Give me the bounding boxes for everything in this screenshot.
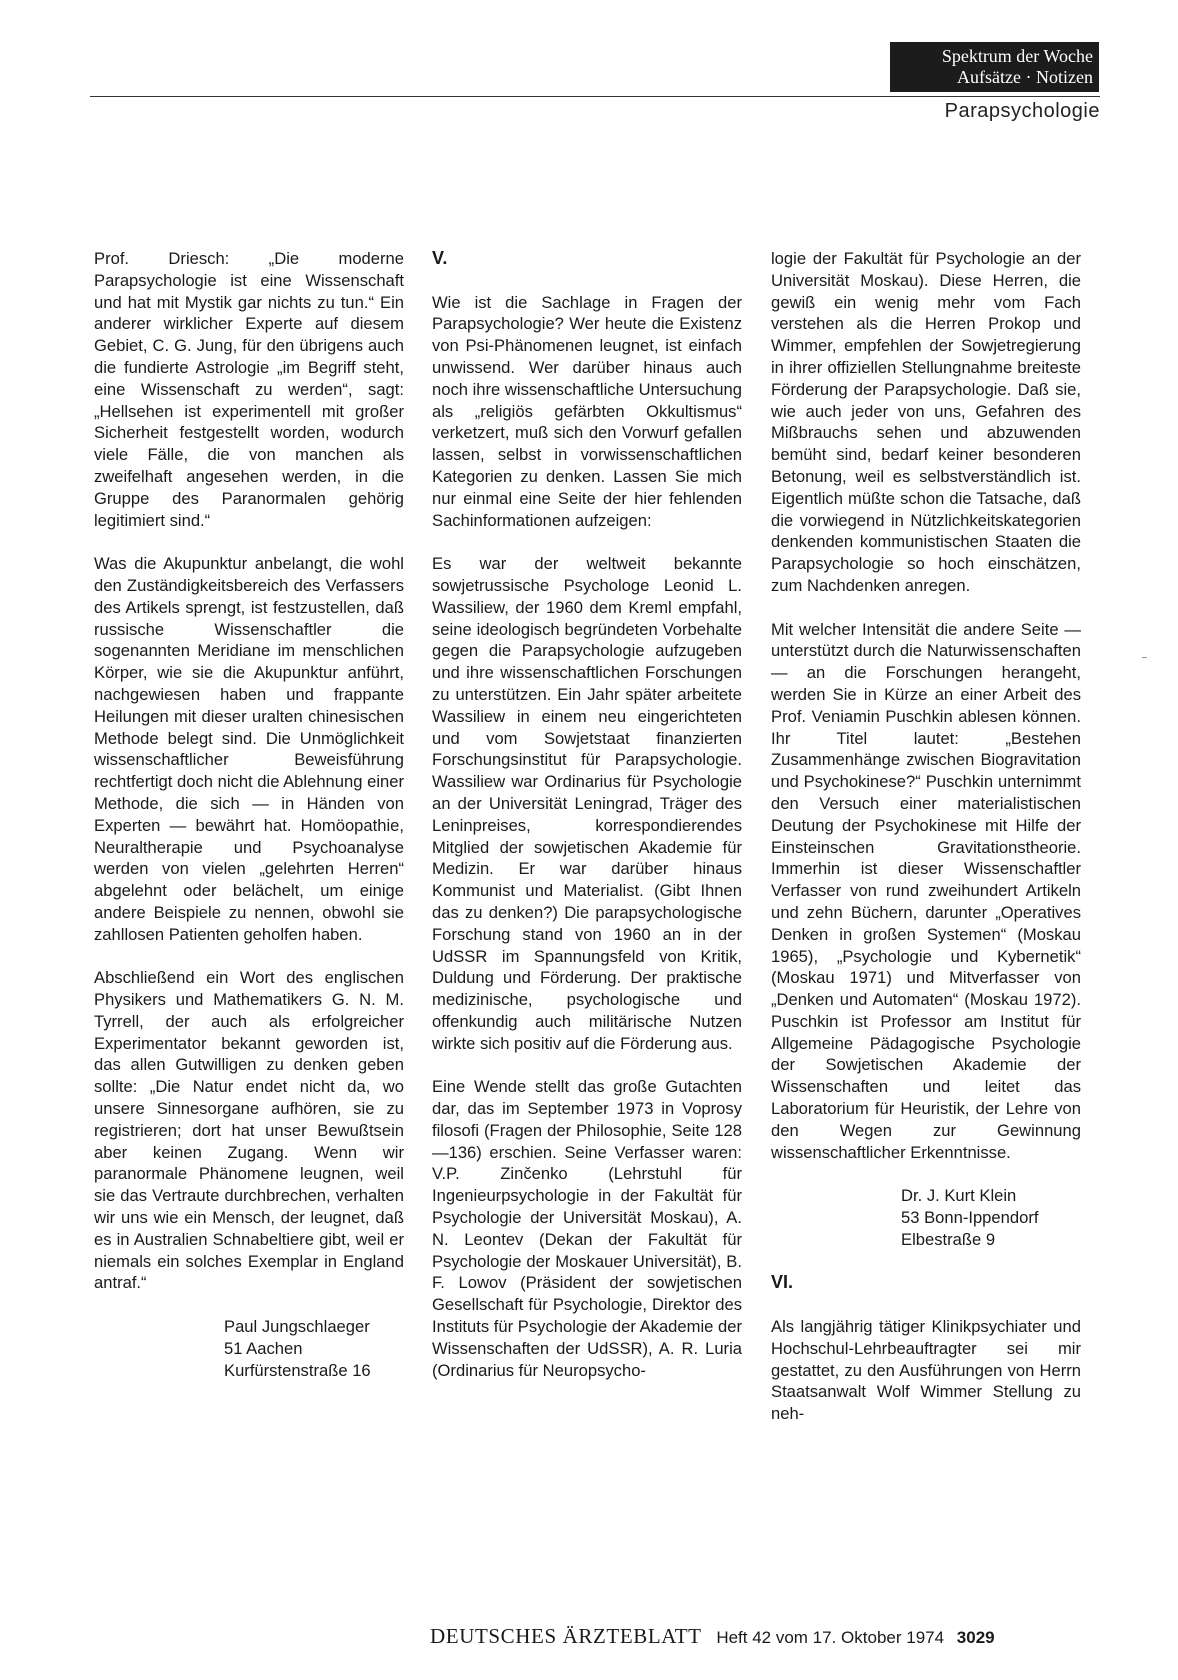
paragraph: Es war der weltweit bekannte sowjetrussische Psychologe Leonid L. Wassiliew, der 1960 dem Kreml empfahl, seine ideologisch begründeten Vorbehalte gegen die Parapsychologie aufzugeben und ihre wissenschaftlichen Forschungen zu unterstützen. Ein Jahr später arbeitete Wassiliew in einem neu eingerichteten und vom Sowjetstaat finanzierten Forschungsinstitut für Parapsychologie. Wassiliew war Ordinarius für Psychologie an der Universität Leningrad, Träger des Leninpreises, korrespondierendes Mitglied der sowjetischen Akademie für Medizin. Er war darüber hinaus Kommunist und Materialist. (Gibt Ihnen das zu denken?) Die parapsychologische Forschung stand von 1960 an in der UdSSR im Spannungsfeld von Kritik, Duldung und Förderung. Der praktische medizinische, psychologische und offenkundig auch militärische Nutzen wirkte sich positiv auf die Förderung aus. <box>432 554 742 1053</box>
paragraph: Eine Wende stellt das große Gutachten dar, das im September 1973 in Voprosy filosofi (Fragen der Philosophie, Seite 128—136) erschien. Seine Verfasser waren: V.P. Zinčenko (Lehrstuhl für Ingenieurpsychologie in der Fakultät für Psychologie der Universität Moskau), A. N. Leontev (Dekan der Fakultät für Psychologie der Moskauer Universität), B. F. Lowov (Präsident der sowjetischen Gesellschaft für Psychologie, Direktor des Instituts für Psychologie der Akademie der Wissenschaften der UdSSR), A. R. Luria (Ordinarius für Neuropsycho- <box>432 1077 742 1380</box>
signature-name: Paul Jungschlaeger <box>224 1317 370 1337</box>
page-footer <box>430 1624 995 1649</box>
signature-city: 53 Bonn-Ippendorf <box>901 1208 1039 1228</box>
paragraph: Wie ist die Sachlage in Fragen der Parapsychologie? Wer heute die Existenz von Psi-Phänomenen leugnet, ist einfach unwissend. Wer darüber hinaus auch noch ihre wissenschaftliche Untersuchung als „religiös gefärbten Okkultismus“ verketzert, muß sich den Vorwurf gefallen lassen, selbst in vorwissenschaftlichen Kategorien zu denken. Lassen Sie mich nur einmal eine Seite der hier fehlenden Sachinformationen aufzeigen: <box>432 292 742 530</box>
paragraph: Abschließend ein Wort des englischen Physikers und Mathematikers G. N. M. Tyrrell, der auch als erfolgreicher Experimentator bekannt geworden ist, das allen Gutwilligen zu denken geben sollte: „Die Natur endet nicht da, wo unsere Sinnesorgane aufhören, sie zu registrieren; dort hat unser Bewußtsein aber keinen Zugang. Wenn wir paranormale Phänomene leugnen, weil sie das Vertraute durchbrechen, verhalten wir uns wie ein Mensch, der leugnet, daß es in Australien Schnabeltiere gibt, weil er niemals ein solches Exemplar in England antraf.“ <box>94 968 404 1293</box>
column-1 <box>94 248 404 1403</box>
section-heading: V. <box>432 248 448 268</box>
signature-block <box>224 1316 404 1381</box>
margin-mark <box>1142 657 1147 658</box>
paragraph: Als langjährig tätiger Klinikpsychiater und Hochschul-Lehrbeauftragter sei mir gestattet, zu den Ausführungen von Herrn Staatsanwalt Wolf Wimmer Stellung zu neh- <box>771 1317 1081 1424</box>
paragraph: Mit welcher Intensität die andere Seite — unterstützt durch die Naturwissenschaften — an die Forschungen herangeht, werden Sie in Kürze an einer Arbeit des Prof. Veniamin Puschkin ablesen können. Ihr Titel lautet: „Bestehen Zusammenhänge zwischen Biogravitation und Psychokinese?“ Puschkin unternimmt den Versuch einer materialistischen Deutung der Psychokinese mit Hilfe der Einsteinschen Gravitationstheorie. Immerhin ist dieser Wissenschaftler Verfasser von rund zweihundert Artikeln und zehn Büchern, darunter „Operatives Denken in großen Systemen“ (Moskau 1965), „Psychologie und Kybernetik“ (Moskau 1971) und Mitverfasser von „Denken und Automaten“ (Moskau 1972). Puschkin ist Professor am Institut für Allgemeine Pädagogische Psychologie der Sowjetischen Akademie der Wissenschaften und leitet das Laboratorium für Heuristik, der Lehre von den Wegen zur Gewinnung wissenschaftlicher Erkenntnisse. <box>771 619 1081 1162</box>
section-badge <box>890 42 1099 92</box>
paragraph: Was die Akupunktur anbelangt, die wohl den Zuständigkeitsbereich des Verfassers des Artikels sprengt, ist festzustellen, daß russische Wissenschaftler die sogenannten Meridiane im menschlichen Körper, wie sie die Akupunktur anführt, nachgewiesen haben und frappante Heilungen mit dieser uralten chinesischen Methode belegt sind. Die Unmöglichkeit wissenschaftlicher Beweisführung rechtfertigt doch nicht die Ablehnung einer Methode, die sich — in Händen von Experten — bewährt hat. Homöopathie, Neuraltherapie und Psychoanalyse werden von vielen „gelehrten Herren“ abgelehnt oder belächelt, um einige andere Beispiele zu nennen, obwohl sie zahllosen Patienten geholfen haben. <box>94 554 404 944</box>
signature-block <box>901 1185 1081 1250</box>
column-3 <box>771 248 1081 1447</box>
header-rule <box>90 96 1100 97</box>
paragraph: Prof. Driesch: „Die moderne Parapsychologie ist eine Wissenschaft und hat mit Mystik gar nichts zu tun.“ Ein anderer wirklicher Experte auf diesem Gebiet, C. G. Jung, für den übrigens auch die fundierte Astrologie „im Begriff steht, eine Wissenschaft zu werden“, sagt: „Hellsehen ist experimentell mit großer Sicherheit festgestellt worden, wodurch viele Fälle, die von manchen als zweifelhaft angesehen werden, in die Gruppe des Paranormalen gehörig legitimiert sind.“ <box>94 249 404 530</box>
section-heading: VI. <box>771 1272 794 1293</box>
badge-line-1: Spektrum der Woche <box>941 46 1093 66</box>
page-number: 3029 <box>956 1628 995 1647</box>
column-2 <box>432 248 742 1403</box>
signature-name: Dr. J. Kurt Klein <box>901 1186 1017 1206</box>
journal-name: DEUTSCHES ÄRZTEBLATT <box>430 1624 702 1648</box>
signature-street: Kurfürstenstraße 16 <box>224 1360 371 1380</box>
paragraph: logie der Fakultät für Psychologie an der Universität Moskau). Diese Herren, die gewiß ein wenig mehr vom Fach verstehen als die Herren Prokop und Wimmer, empfehlen der Sowjetregierung in ihrer offiziellen Stellungnahme breiteste Förderung der Parapsychologie. Daß sie, wie auch jeder von uns, Gefahren des Mißbrauchs sehen und abzuwenden bemüht sind, bedarf keiner besonderen Betonung, weil es selbstverständlich ist. Eigentlich müßte schon die Tatsache, daß die vorwiegend in Nützlichkeitskategorien denkenden kommunistischen Staaten die Parapsychologie so hoch einschätzen, zum Nachdenken anregen. <box>771 249 1081 595</box>
badge-line-2: Aufsätze · Notizen <box>957 67 1093 87</box>
issue-info: Heft 42 vom 17. Oktober 1974 <box>716 1628 945 1647</box>
signature-city: 51 Aachen <box>224 1338 303 1358</box>
signature-street: Elbestraße 9 <box>901 1229 996 1249</box>
section-title: Parapsychologie <box>944 100 1100 122</box>
